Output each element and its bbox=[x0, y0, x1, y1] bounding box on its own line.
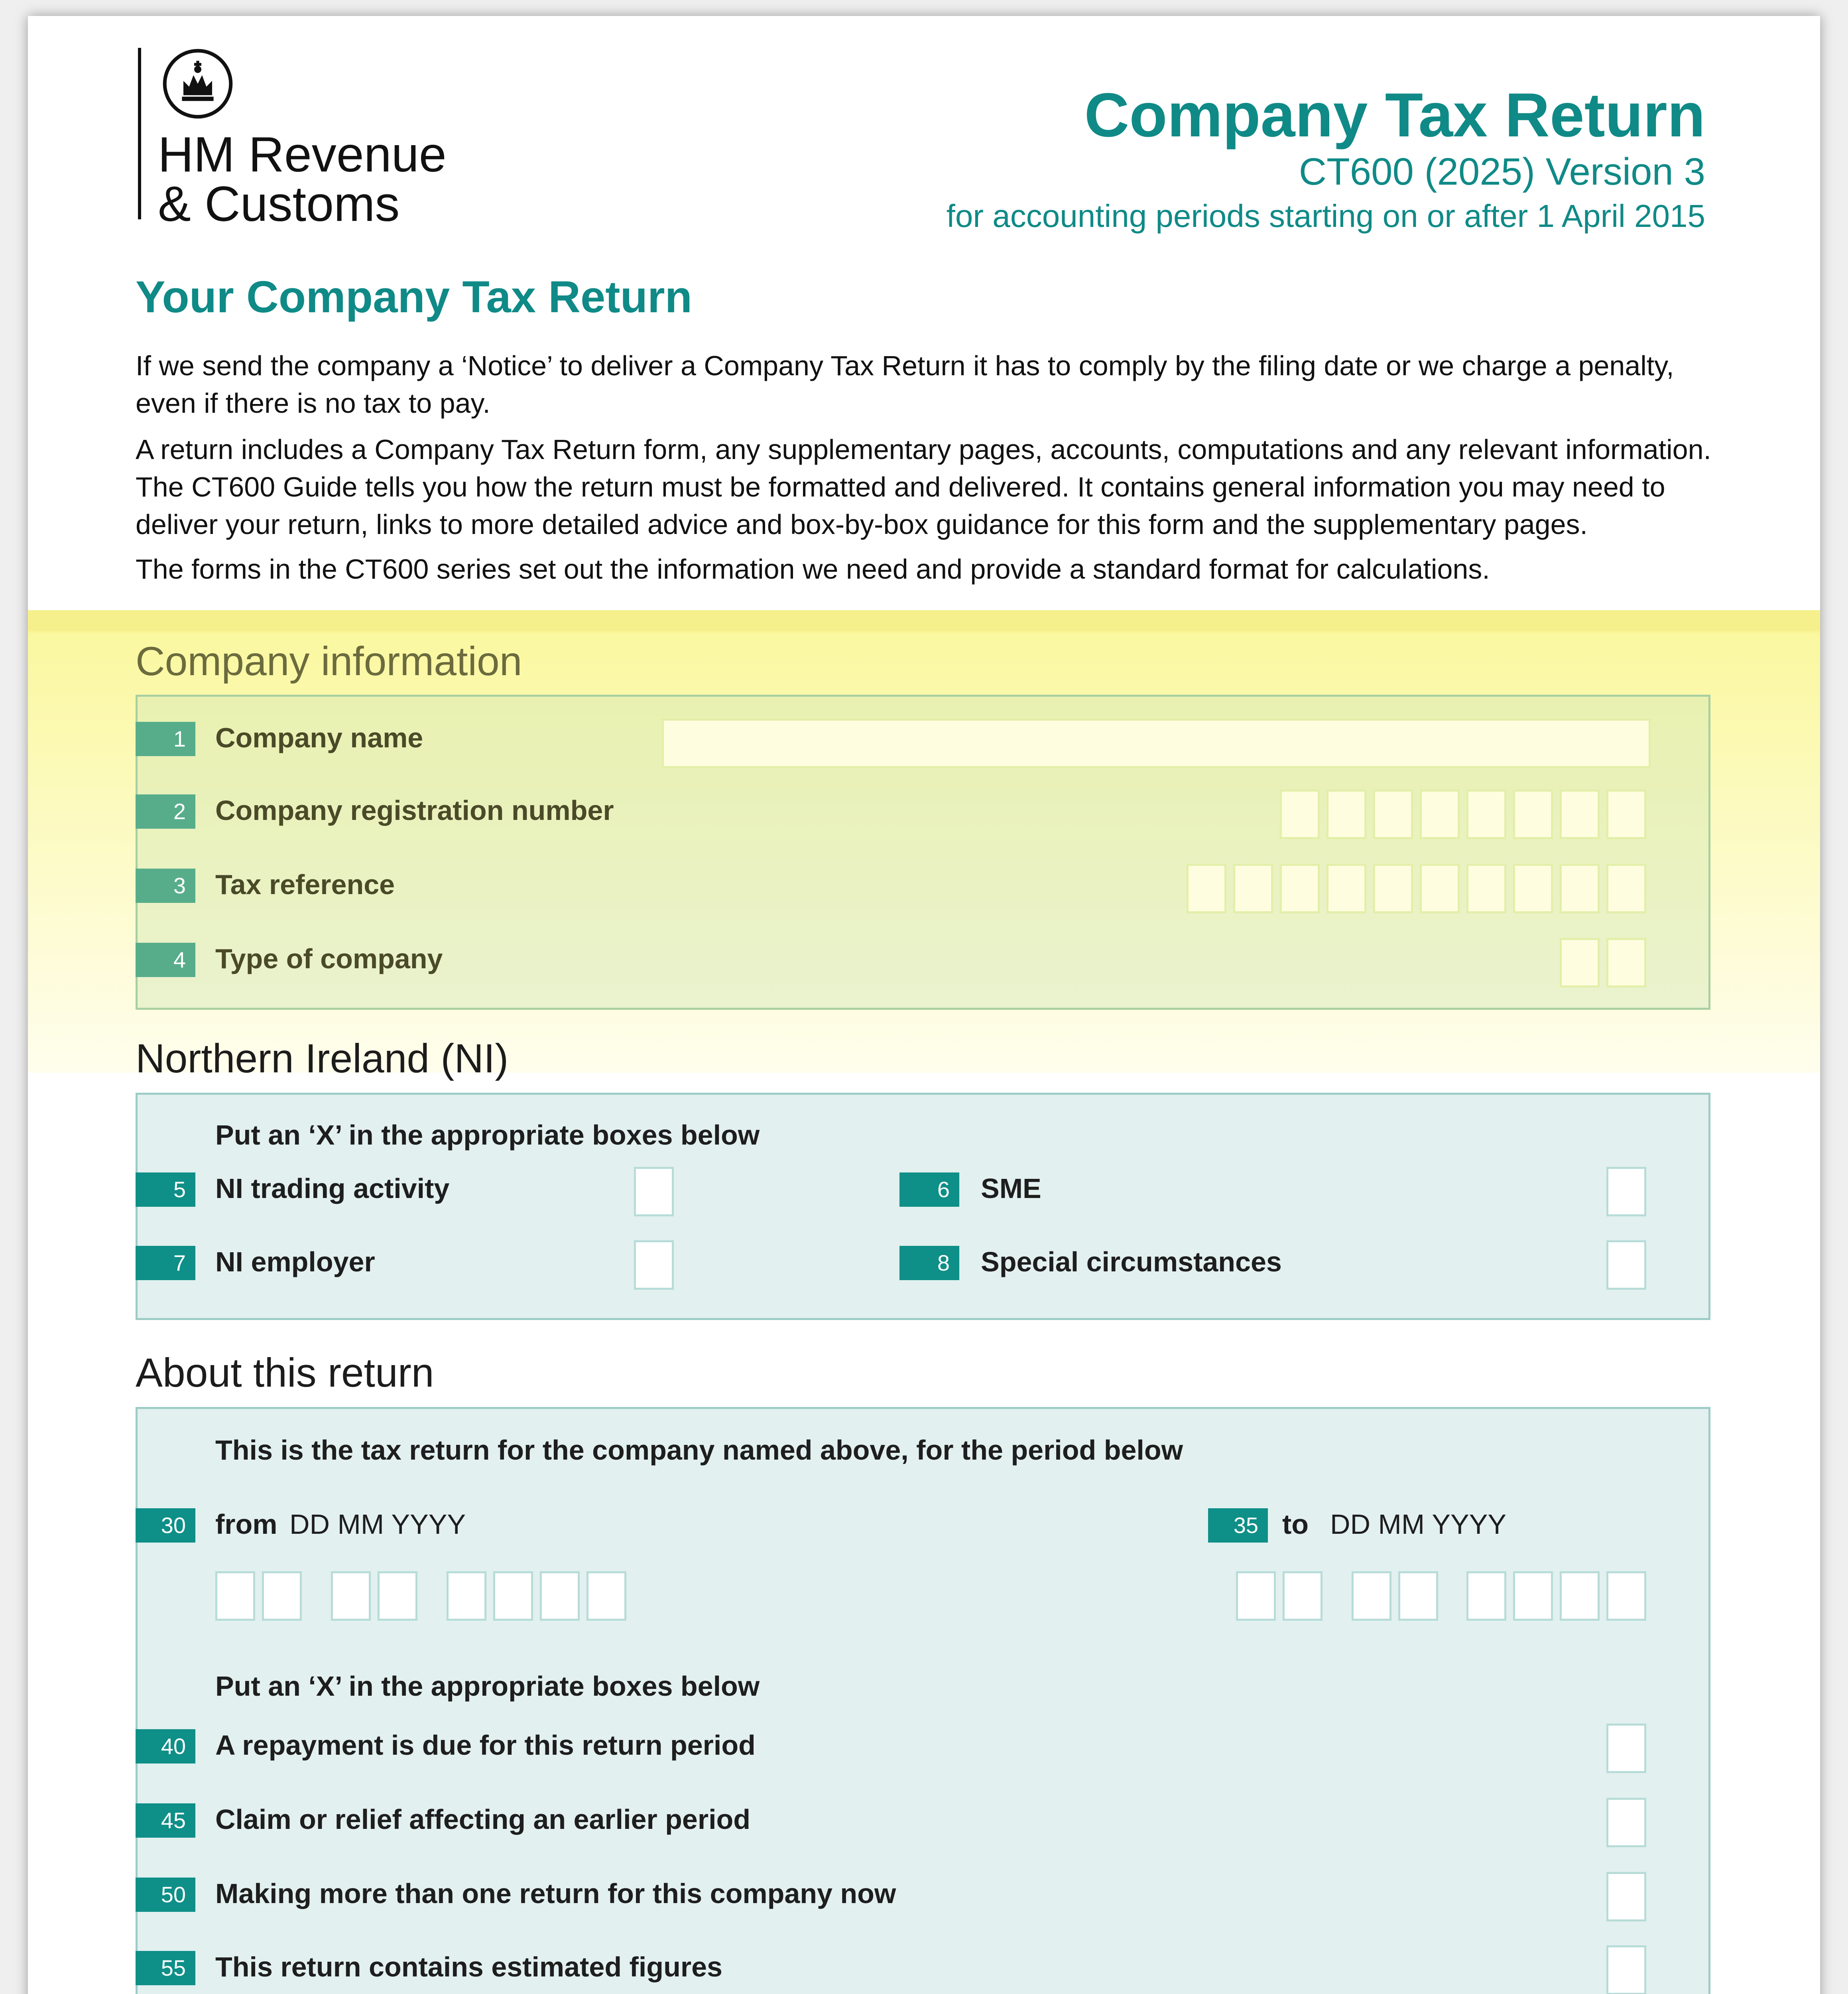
digit-box[interactable] bbox=[1420, 790, 1460, 839]
about-section-title: About this return bbox=[136, 1350, 434, 1395]
date-digit-box[interactable] bbox=[378, 1571, 417, 1621]
digit-box[interactable] bbox=[1513, 790, 1553, 839]
ni-instruction: Put an ‘X’ in the appropriate boxes below bbox=[215, 1119, 760, 1151]
crown-crest-icon bbox=[162, 48, 234, 120]
digit-box[interactable] bbox=[1513, 864, 1553, 913]
estimated-figures-checkbox[interactable] bbox=[1606, 1945, 1646, 1994]
box-number: 8 bbox=[899, 1246, 959, 1280]
digit-box[interactable] bbox=[1280, 864, 1320, 913]
multiple-returns-checkbox[interactable] bbox=[1606, 1872, 1646, 1921]
company-registration-number-label: Company registration number bbox=[215, 795, 614, 826]
special-circumstances-label: Special circumstances bbox=[981, 1246, 1282, 1277]
date-digit-box[interactable] bbox=[540, 1571, 580, 1621]
claim-earlier-period-label: Claim or relief affecting an earlier period bbox=[215, 1804, 751, 1835]
date-digit-box[interactable] bbox=[1236, 1571, 1276, 1621]
digit-box[interactable] bbox=[1373, 790, 1413, 839]
box-number: 7 bbox=[136, 1246, 195, 1280]
company-info-title: Company information bbox=[136, 638, 522, 684]
multiple-returns-label: Making more than one return for this company now bbox=[215, 1878, 896, 1909]
sme-checkbox[interactable] bbox=[1606, 1167, 1646, 1216]
digit-box[interactable] bbox=[1187, 864, 1226, 913]
digit-box[interactable] bbox=[1466, 790, 1506, 839]
form-version: CT600 (2025) Version 3 bbox=[1299, 150, 1705, 193]
tax-reference-label: Tax reference bbox=[215, 869, 395, 900]
box-number: 50 bbox=[136, 1878, 195, 1912]
ni-trading-activity-checkbox[interactable] bbox=[634, 1167, 674, 1216]
box-number: 4 bbox=[136, 943, 195, 977]
digit-box[interactable] bbox=[1560, 864, 1600, 913]
form-title: Company Tax Return bbox=[1084, 81, 1705, 150]
box-number: 40 bbox=[136, 1729, 195, 1763]
box-number: 1 bbox=[136, 722, 195, 756]
box-number: 35 bbox=[1208, 1508, 1268, 1543]
date-digit-box[interactable] bbox=[447, 1571, 486, 1621]
ni-employer-label: NI employer bbox=[215, 1246, 375, 1277]
digit-box[interactable] bbox=[1606, 864, 1646, 913]
to-label: to bbox=[1282, 1509, 1309, 1540]
digit-box[interactable] bbox=[1420, 864, 1460, 913]
digit-box[interactable] bbox=[1373, 864, 1413, 913]
date-digit-box[interactable] bbox=[1352, 1571, 1391, 1621]
date-digit-box[interactable] bbox=[215, 1571, 255, 1621]
estimated-figures-label: This return contains estimated figures bbox=[215, 1951, 722, 1982]
date-digit-box[interactable] bbox=[493, 1571, 533, 1621]
intro-paragraph-3: The forms in the CT600 series set out the information we need and provide a standard format for calculations. bbox=[136, 554, 1490, 585]
digit-box[interactable] bbox=[1560, 938, 1600, 987]
to-date-format: DD MM YYYY bbox=[1330, 1509, 1507, 1540]
ni-employer-checkbox[interactable] bbox=[634, 1240, 674, 1290]
digit-box[interactable] bbox=[1466, 864, 1506, 913]
intro-title: Your Company Tax Return bbox=[136, 272, 693, 322]
ni-section-title: Northern Ireland (NI) bbox=[136, 1036, 509, 1081]
box-number: 55 bbox=[136, 1951, 195, 1985]
claim-earlier-period-checkbox[interactable] bbox=[1606, 1798, 1646, 1847]
intro-paragraph-2: A return includes a Company Tax Return form, any supplementary pages, accounts, computations and any relevant information. The CT600 Guide tells you how the return must be formatted and delivered. It contains general information you may need to deliver your return, links to more detailed advice and box-by-box guidance for this form and the supplementary pages. bbox=[136, 434, 1711, 540]
box-number: 45 bbox=[136, 1803, 195, 1838]
repayment-due-checkbox[interactable] bbox=[1606, 1724, 1646, 1773]
logo-line-1: HM Revenue bbox=[158, 127, 447, 182]
date-digit-box[interactable] bbox=[1606, 1571, 1646, 1621]
intro-paragraph-1: If we send the company a ‘Notice’ to deliver a Company Tax Return it has to comply by the filing date or we charge a penalty, even if there is no tax to pay. bbox=[136, 350, 1674, 419]
form-page bbox=[28, 16, 1820, 1994]
type-of-company-label: Type of company bbox=[215, 943, 443, 974]
sme-label: SME bbox=[981, 1173, 1041, 1204]
ni-trading-activity-label: NI trading activity bbox=[215, 1173, 450, 1204]
about-instruction: Put an ‘X’ in the appropriate boxes below bbox=[215, 1671, 760, 1702]
logo-line-2: & Customs bbox=[158, 177, 400, 232]
digit-box[interactable] bbox=[1560, 790, 1600, 839]
date-digit-box[interactable] bbox=[1560, 1571, 1600, 1621]
digit-box[interactable] bbox=[1326, 864, 1366, 913]
box-number: 2 bbox=[136, 794, 195, 829]
from-date-format: DD MM YYYY bbox=[289, 1509, 466, 1540]
logo-divider bbox=[138, 48, 141, 219]
date-digit-box[interactable] bbox=[331, 1571, 371, 1621]
date-digit-box[interactable] bbox=[1283, 1571, 1323, 1621]
period-intro: This is the tax return for the company named above, for the period below bbox=[215, 1434, 1183, 1466]
digit-box[interactable] bbox=[1606, 790, 1646, 839]
box-number: 3 bbox=[136, 869, 195, 903]
date-digit-box[interactable] bbox=[262, 1571, 302, 1621]
special-circumstances-checkbox[interactable] bbox=[1606, 1240, 1646, 1290]
hmrc-logo-text bbox=[158, 127, 447, 232]
digit-box[interactable] bbox=[1280, 790, 1320, 839]
digit-box[interactable] bbox=[1233, 864, 1273, 913]
company-name-input[interactable] bbox=[662, 719, 1651, 768]
box-number: 30 bbox=[136, 1508, 195, 1543]
date-digit-box[interactable] bbox=[586, 1571, 626, 1621]
period-note: for accounting periods starting on or after 1 April 2015 bbox=[946, 198, 1705, 234]
repayment-due-label: A repayment is due for this return period bbox=[215, 1730, 756, 1761]
digit-box[interactable] bbox=[1326, 790, 1366, 839]
date-digit-box[interactable] bbox=[1466, 1571, 1506, 1621]
company-name-label: Company name bbox=[215, 722, 423, 753]
date-digit-box[interactable] bbox=[1398, 1571, 1438, 1621]
date-digit-box[interactable] bbox=[1513, 1571, 1553, 1621]
box-number: 5 bbox=[136, 1172, 195, 1207]
digit-box[interactable] bbox=[1606, 938, 1646, 987]
from-label: from bbox=[215, 1509, 277, 1540]
box-number: 6 bbox=[899, 1172, 959, 1207]
